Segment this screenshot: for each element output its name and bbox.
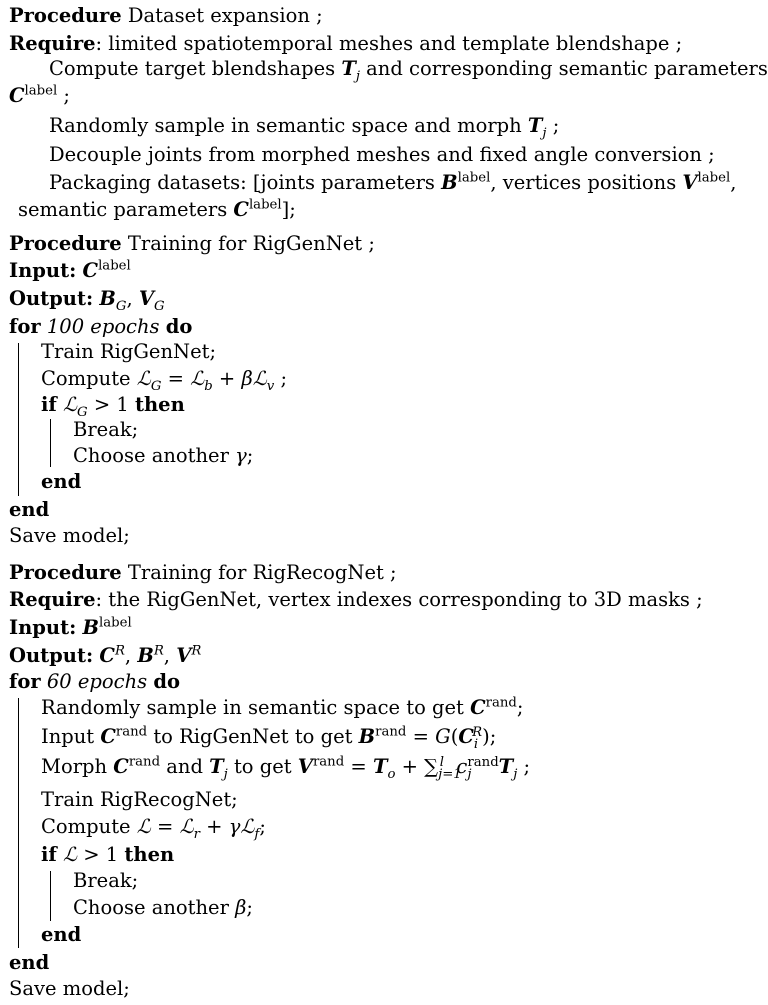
proc2-output: Output: $B_G$, $V_G$ bbox=[9, 287, 165, 314]
proc1-step2: Randomly sample in semantic space and morph $T_j$ ; bbox=[49, 114, 560, 141]
proc2-for-end: end bbox=[9, 498, 50, 521]
proc3-sample: Randomly sample in semantic space to get $C^{rand}$; bbox=[41, 695, 524, 719]
procedure-keyword: Procedure bbox=[9, 4, 122, 27]
proc3-choose: Choose another β; bbox=[73, 896, 253, 919]
proc3-header: Procedure Training for RigRecogNet ; bbox=[9, 561, 397, 584]
proc3-input: Input: $B^{label}$ bbox=[9, 615, 132, 639]
proc3-if-end: end bbox=[41, 923, 82, 946]
proc2-compute: Compute ℒ$_G$ = ℒ$_b$ + βℒ$_v$ ; bbox=[41, 367, 288, 394]
proc3-output: Output: $C^R$, $B^R$, $V^R$ bbox=[9, 643, 202, 667]
proc1-step3: Decouple joints from morphed meshes and fixed angle conversion ; bbox=[49, 143, 715, 166]
proc3-for-bar bbox=[18, 698, 19, 948]
proc2-if-end: end bbox=[41, 470, 82, 493]
proc3-save: Save model; bbox=[9, 977, 130, 1000]
procedure-title: Dataset expansion ; bbox=[127, 4, 323, 27]
proc3-morph: Morph $C^{rand}$ and $T_j$ to get $V^{rand} = T_o + \sum_{j=1}^l$ $c_j^{rand}T_j$ ; bbox=[41, 754, 531, 782]
proc1-step1-line2: $C^{label}$ ; bbox=[9, 83, 71, 107]
require-text: : limited spatiotemporal meshes and template blendshape ; bbox=[95, 32, 683, 55]
proc1-step4-line1: Packaging datasets: [joints parameters $B^{label}$, vertices positions $V^{label}$, bbox=[49, 170, 737, 194]
require-keyword: Require bbox=[9, 32, 96, 55]
proc3-train: Train RigRecogNet; bbox=[41, 788, 238, 811]
proc2-save: Save model; bbox=[9, 524, 130, 547]
proc3-if-bar bbox=[50, 871, 51, 921]
proc2-train: Train RigGenNet; bbox=[41, 340, 217, 363]
proc3-compute: Compute ℒ = ℒ$_r$ + γℒ$_f$; bbox=[41, 815, 266, 842]
proc3-require: Require: the RigGenNet, vertex indexes corresponding to 3D masks ; bbox=[9, 588, 703, 611]
proc1-header bbox=[9, 4, 323, 28]
proc2-if: if ℒ$_G$ > 1 then bbox=[41, 393, 185, 420]
proc3-input-step: Input $C^{rand}$ to RigGenNet to get $B^{rand} = G(C_i^R)$; bbox=[41, 724, 497, 752]
proc1-step1-line1: Compute target blendshapes $T_j$ and corresponding semantic parameters bbox=[49, 57, 768, 84]
proc2-choose: Choose another γ; bbox=[73, 444, 254, 467]
proc1-require bbox=[9, 32, 682, 56]
proc1-step4-line2: semantic parameters $C^{label}$]; bbox=[18, 197, 296, 221]
proc3-for-end: end bbox=[9, 951, 50, 974]
proc2-header: Procedure Training for RigGenNet ; bbox=[9, 232, 375, 255]
proc2-for: for 100 epochs do bbox=[9, 315, 193, 338]
proc3-if: if ℒ > 1 then bbox=[41, 843, 175, 866]
proc3-for: for 60 epochs do bbox=[9, 670, 180, 693]
proc3-break: Break; bbox=[73, 869, 139, 892]
proc2-break: Break; bbox=[73, 418, 139, 441]
proc2-if-bar bbox=[50, 419, 51, 467]
proc2-input: Input: $C^{label}$ bbox=[9, 258, 131, 282]
proc2-for-bar bbox=[18, 343, 19, 496]
